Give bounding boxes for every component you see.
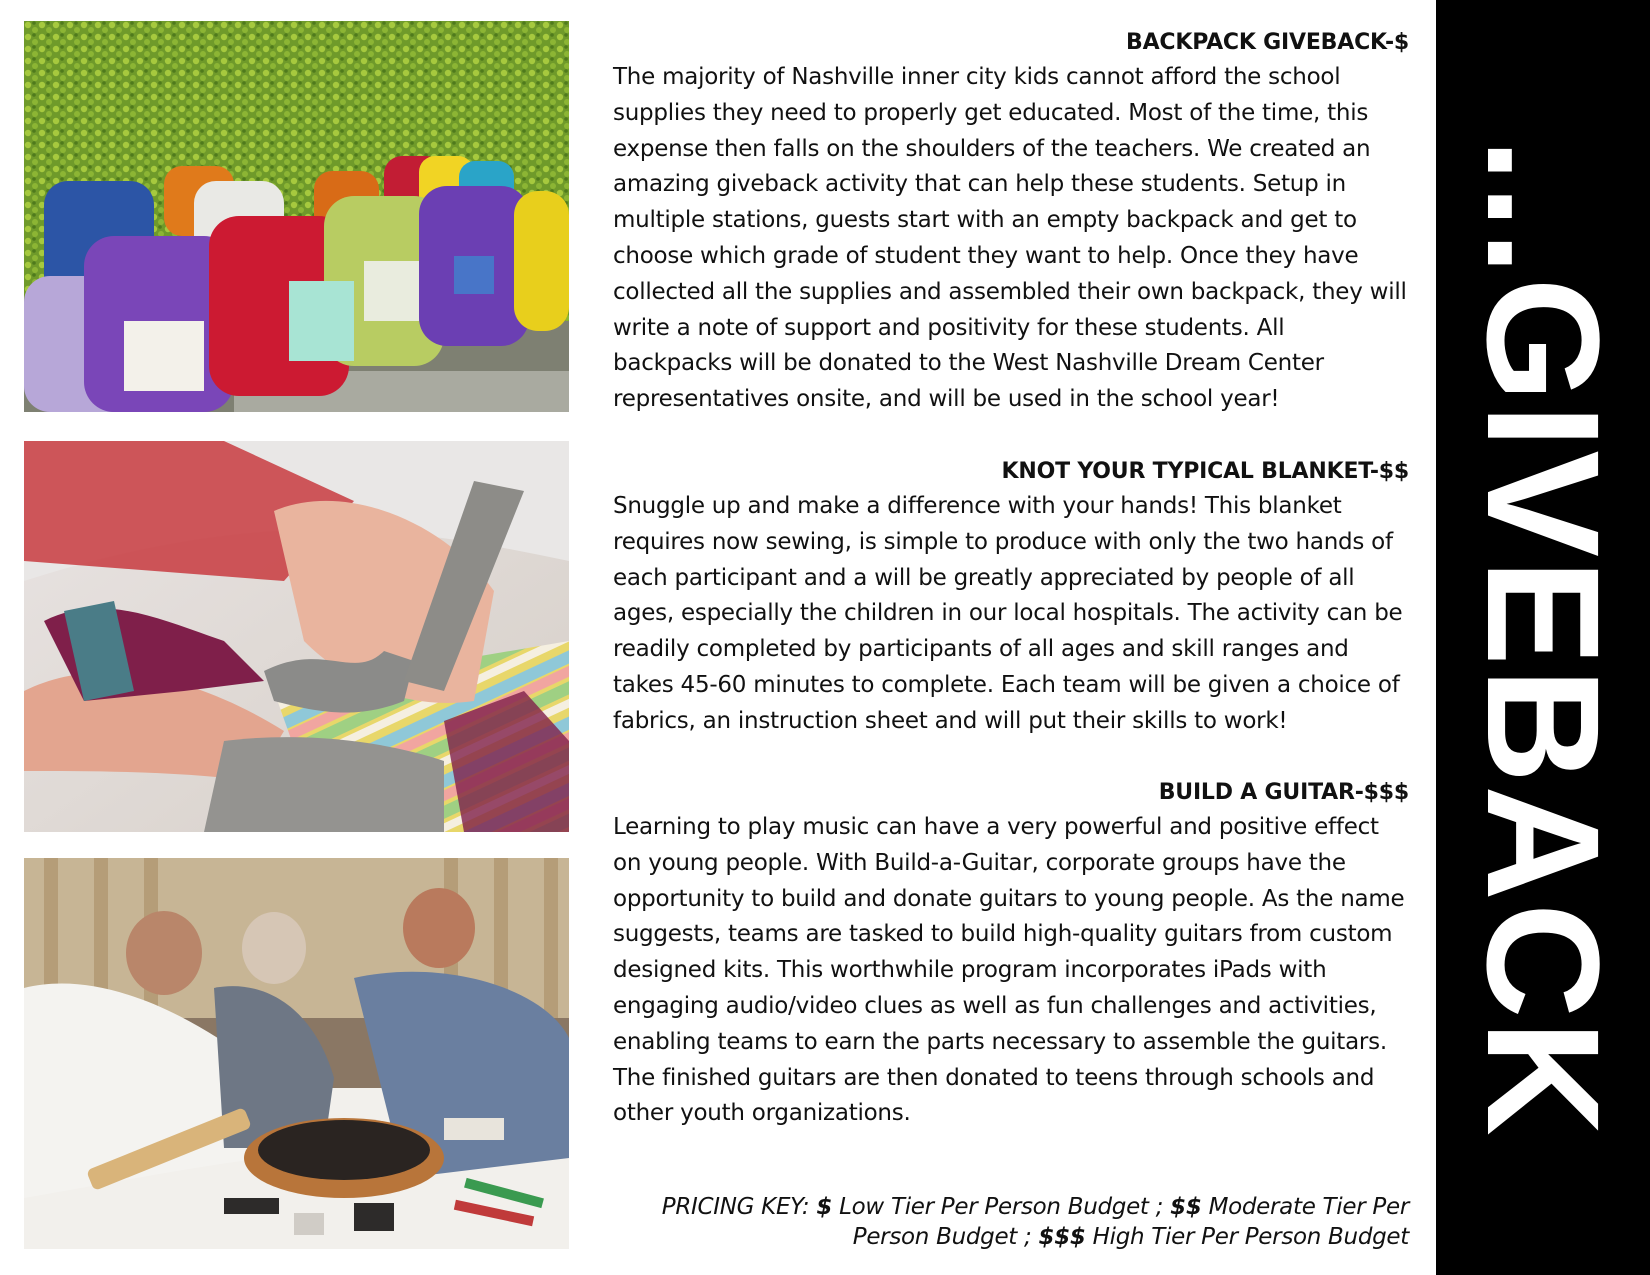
guitar-description: Learning to play music can have a very powerful and positive effect on young people. With Build-a-Guitar, corporate groups have the opportunity to build and donate guitars to young people. As the name suggests, teams are tasked to build high-quality guitars from custom designed kits. This worthwhile program incorporates iPads with engaging audio/video clues as well as fun challenges and activities, enabling teams to earn the parts necessary to assemble the guitars. The finished guitars are then donated to teens through schools and other youth organizations. (613, 814, 1405, 1127)
pricing-tier2-text: Moderate Tier Per Person Budget ; (852, 1194, 1409, 1250)
guitar-section (613, 776, 1409, 1132)
blanket-heading: KNOT YOUR TYPICAL BLANKET-$$ (1001, 459, 1409, 484)
blanket-photo (24, 441, 569, 832)
pricing-tier2-symbol: $$ (1170, 1194, 1202, 1220)
guitar-heading: BUILD A GUITAR-$$$ (1158, 780, 1409, 805)
giveback-sidebar (1436, 0, 1650, 1275)
guitar-building-photo (24, 858, 569, 1249)
pricing-tier1-symbol: $ (816, 1194, 833, 1220)
pricing-key-label: PRICING KEY: (661, 1194, 810, 1220)
blanket-section (613, 455, 1409, 740)
backpacks-photo (24, 21, 569, 412)
blanket-description: Snuggle up and make a difference with your hands! This blanket requires now sewing, is simple to produce with only the two hands of each participant and a will be greatly appreciated by people of all ages, especially the children in our local hospitals. The activity can be readily completed by participants of all ages and skill ranges and takes 45-60 minutes to complete. Each team will be given a choice of fabrics, an instruction sheet and will put their skills to work! (613, 493, 1403, 734)
giveback-sidebar-title: ...GIVEBACK (1454, 137, 1633, 1138)
pricing-tier1-text: Low Tier Per Person Budget ; (839, 1194, 1164, 1220)
backpack-giveback-section (613, 26, 1409, 418)
pricing-tier3-symbol: $$$ (1038, 1224, 1086, 1250)
backpack-giveback-heading: BACKPACK GIVEBACK-$ (1126, 30, 1409, 55)
pricing-key (600, 1192, 1409, 1252)
pricing-tier3-text: High Tier Per Person Budget (1092, 1224, 1409, 1250)
backpack-giveback-description: The majority of Nashville inner city kids cannot afford the school supplies they need to properly get educated. Most of the time, this expense then falls on the shoulders of the teachers. We created an amazing giveback activity that can help these students. Setup in multiple stations, guests start with an empty backpack and get to choose which grade of student they want to help. Once they have collected all the supplies and assembled their own backpack, they will write a note of support and positivity for these students. All backpacks will be donated to the West Nashville Dream Center representatives onsite, and will be used in the school year! (613, 64, 1407, 413)
